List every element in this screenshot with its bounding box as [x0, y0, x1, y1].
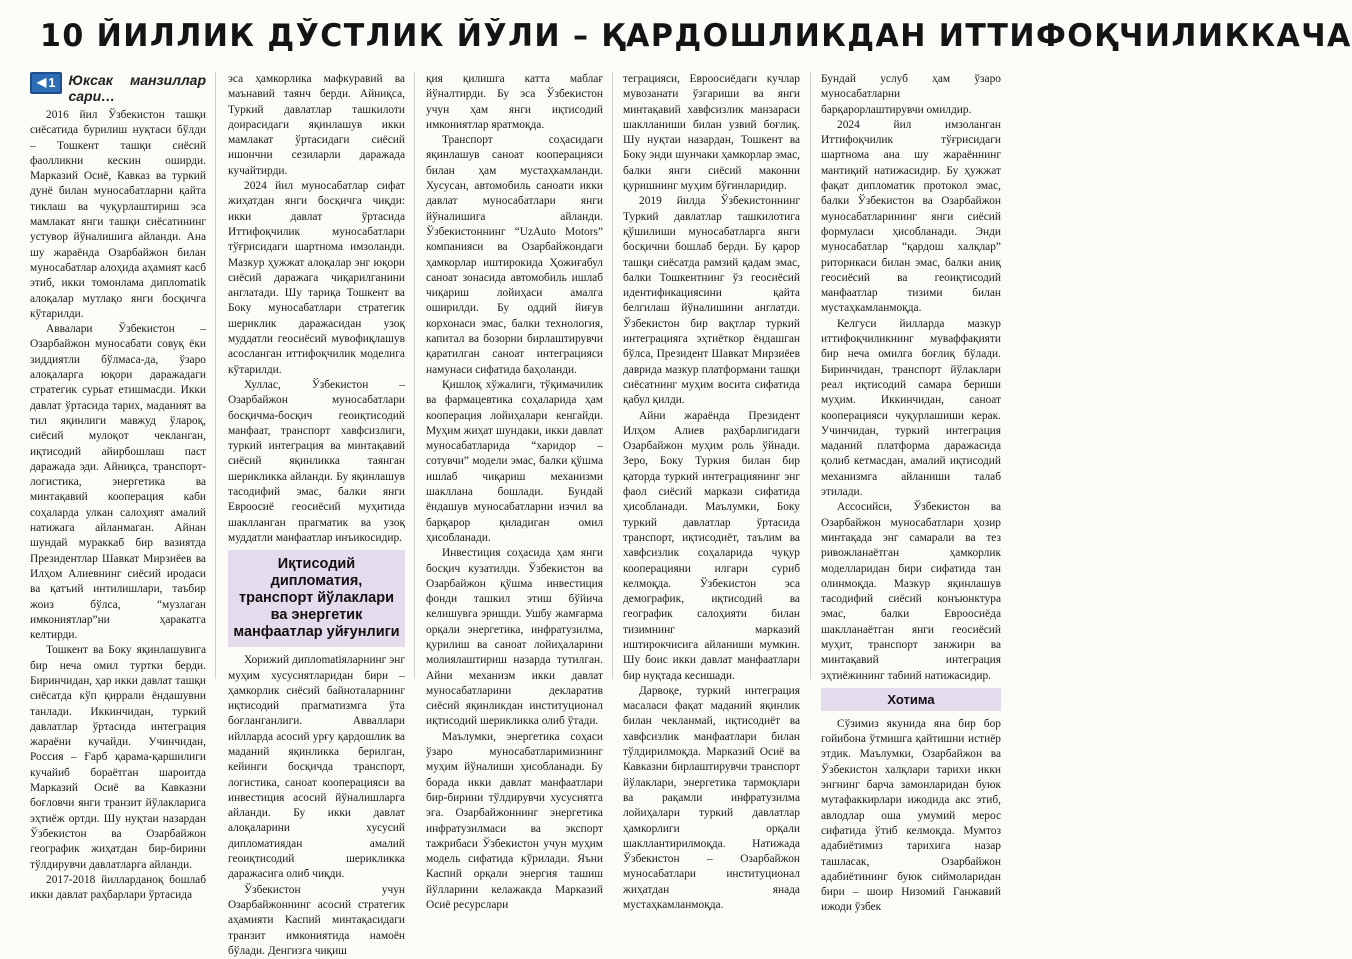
paragraph: 2019 йилда Ўзбекистоннинг Туркий давлатлар ташкилотига қўшилиши муносабатларга янги босқични бошлаб берди. Бу қарор ташқи сиёсатда рамзий қадам эмас, балки Тошкентнинг ўз геосиёсий идентификациясини қайта белгилаш йўналишини англатди. Ўзбекистон бир вақтлар туркий интеграцияга эҳтиёткор ёндашган бўлса, Президент Шавкат Мирзиёев даврида мазкур платформани ташқи сиёсатнинг муҳим восита сифатида қабул қилди.: [623, 195, 800, 407]
paragraph: Маълумки, энергетика соҳаси ўзаро муносабатларимизнинг муҳим йўналиши ҳисобланади. Бу борада икки давлат манфаатлари бир-бирини тўлдирувчи хусусиятга эга. Озарбайжоннинг энергетика инфратузилмаси ва экспорт тажрибаси Ўзбекистон учун муҳим модель сифатида кўрилади. Яъни Каспий орқали энергия ташиш йўлларини келажакда Марказий Осиё ресурслари: [426, 730, 603, 912]
paragraph: Келгуси йилларда мазкур иттифоқчиликнинг мувaффақияти бир неча омилга боғлиқ бўлади. Биринчидан, транспорт йўлаклари реал иқтисодий самара бериши муҳим. Иккинчидан, саноат кооперацияси чуқурлашиши керак. Учинчидан, туркий интеграция маданий платформа даражасида қолиб кетмасдан, амалий иқтисодий механизмга айланиши талаб этилади.: [821, 317, 1001, 499]
continued-page-number: 1: [48, 75, 56, 91]
paragraph: Инвестиция соҳасида ҳам янги босқич кузатилди. Ўзбекистон ва Озарбайжон қўшма инвестиция фонди ташкил этиш бўйича келишувга эришди. Ушбу жамғарма орқали энергетика, инфратузилма, қурилиш ва саноат лойиҳаларини молиялаштириш назарда тутилган. Айни механизм икки давлат муносабатларини декларатив сиёсий яқинликдан институционал иқтисодий шерикликка олиб ўтади.: [426, 547, 603, 728]
column-divider: [215, 72, 216, 679]
section-subheading: Иқтисодий дипломатия, транспорт йўлаклари ва энергетик манфаатлар уйғунлиги: [228, 550, 405, 647]
arrow-left-icon: ◀: [37, 75, 47, 90]
paragraph: 2016 йил Ўзбекистон ташқи сиёсатида бурилиш нуқтаси бўлди – Тошкент ташқи сиёсий фаолликни кескин оширди. Марказий Осиё, Кавказ ва туркий дунё билан муносабатларни қайта тиклаш ва чуқурлаштириш эса мамлакат янги ташқи сиёсатининг устувор йўналишига айланди. Ана шу жараёнда Озарбайжон билан муносабатлар алоҳида аҳамият касб этиб, икки томонлама диплomatik алоқалар мутлақо янги босқичга кўтарилди.: [30, 109, 206, 320]
continued-badge: [30, 72, 62, 94]
column-divider: [810, 72, 811, 679]
continued-header: [30, 72, 206, 104]
paragraph: Хуллас, Ўзбекистон – Озарбайжон муносабатлари босқичма-босқич геоиқтисодий манфаат, транспорт хавфсизлиги, туркий интеграция ва минтақавий сиёсий яқинликка таянган шерикликка айланди. Бу яқинлашув тасодифий эмас, балки янги Евроосиё геосиёсий муҳитида шаклланган прагматик ва узоқ муддатли манфаатлар инъикосидир.: [228, 378, 405, 544]
paragraph: қия қилишга катта маблағ йўналтирди. Бу эса Ўзбекистон учун ҳам янги иқтисодий имкониятлар яратмоқда.: [426, 73, 603, 131]
paragraph: теграцияси, Евроосиёдаги кучлар мувозанати ўзгариши ва янги минтақавий хавфсизлик манзараси шаклланиши билан узвий боғлиқ. Шу нуқтаи назардан, Тошкент ва Боку энди шунчаки ҳамкорлар эмас, балки янги сиёсий маконни қуришнинг муҳим бўғинларидир.: [623, 73, 800, 193]
continued-title: Юксак манзиллар сари…: [68, 72, 206, 104]
conclusion-heading: Хотима: [821, 688, 1001, 711]
column-divider: [414, 72, 415, 679]
paragraph: Дарвоқе, туркий интеграция масаласи фақат маданий яқинлик билан чекланмай, иқтисодиёт ва хавфсизлик манфаатлари билан тўлдирилмоқда. Марказий Осиё ва Кавказни бирлаштирувчи транспорт йўлаклари, энергетика тармоқлари ва рақамли инфратузилма лойиҳалари туркий давлатлар ҳамкорлиги орқали шакллантирилмоқда. Натижада Ўзбекистон – Озарбайжон муносабатлари институционал жиҳатдан янада мустаҳкамланмоқда.: [623, 684, 800, 912]
paragraph: Тошкент ва Боку яқинлашувига бир неча омил туртки берди. Биринчидан, ҳар икки давлат ташқи сиёсатда кўп қиррали ёндашувни танлади. Иккинчидан, туркий давлатлар ўртасида интеграция жараёни кучайди. Учинчидан, Россия – Ғарб қарама-қаршилиги кучайиб бораётган шароитда Марказий Осиё ва Кавказни боғловчи янги транзит йўлакларига эҳтиёж ортди. Шу нуқтаи назардан Ўзбекистон ва Озарбайжон географик жиҳатдан бир-бирини тўлдирувчи давлатларга айланди.: [30, 644, 206, 871]
paragraph: 2017-2018 йилларданоқ бошлаб икки давлат раҳбарлари ўртасида: [30, 873, 206, 902]
paragraph: эса ҳамкорлика мафкуравий ва маънавий таянч берди. Айниқса, Туркий давлатлар ташкилоти доирасидаги яқинлашув икки мамлакат ўртасидаги сиёсий ишончни сезиларли даражада кучайтирди.: [228, 73, 405, 177]
paragraph: Қишлоқ хўжалиги, тўқимачилик ва фармацевтика соҳаларида ҳам кооперация лойиҳалари кенгайди. Муҳим жиҳат шундаки, икки давлат муносабатларида “харидор – сотувчи” модели эмас, балки қўшма ишлаб чиқариш механизми шаклланa бошлади. Бундай ёндашув муносабатларни изчил ва барқарор қиладиган омил ҳисобланади.: [426, 378, 603, 544]
headline: 10 ЙИЛЛИК ДЎСТЛИК ЙЎЛИ – ҚАРДОШЛИКДАН ИТТИФОҚЧИЛИККАЧА: [40, 18, 1352, 54]
article-column-3: [426, 72, 603, 912]
article-column-1: [30, 72, 206, 902]
paragraph: Айни жараёнда Президент Илҳом Алиев раҳбарлигидаги Озарбайжон муҳим роль ўйнади. Зеро, Боку Туркия билан бир қаторда туркий интеграциянинг энг фаол сиёсий маркази сифатида ҳисобланади. Маълумки, Боку туркий давлатлар ўртасида транспорт, иқтисодиёт, таълим ва хавфсизлик соҳаларида чуқур кооперацияни илгари суриб келмоқда. Ўзбекистон эса демографик, иқтисодий ва географик салоҳияти билан тизимнинг марказий иштирокчисига айланиши мумкин. Шу боис икки давлат манфаатлари бир нуқтада кесишади.: [623, 409, 800, 682]
paragraph: Ўзбекистон учун Озарбайжоннинг асосий стратегик аҳамияти Каспий минтақасидаги транзит имкониятида намоён бўлади. Денгизга чиқиш: [228, 883, 405, 957]
paragraph: Бундай услуб ҳам ўзаро муносабатларни барқарорлаштирувчи омилдир.: [821, 73, 1001, 116]
paragraph: 2024 йил муносабатлар сифат жиҳатдан янги босқичга чиқди: икки давлат ўртасида Иттифоқчилик муносабатлари тўғрисидаги шартнома имзоланди. Мазкур ҳужжат алоқалар энг юқори сиёсий даражага чиқарилганини англатади. Шу тариқа Тошкент ва Боку муносабатлари стратегик шериклик даражасидан узоқ муддатли геосиёсий мувофиқлашув асосланган иттифоқчилик моделига кўтарилди.: [228, 180, 405, 376]
article-column-4: [623, 72, 800, 912]
article-column-5: [821, 72, 1001, 914]
paragraph: Аввалари Ўзбекистон – Озарбайжон муносабати совуқ ёки зиддиятли бўлмаса-да, ўзаро алоқаларга юқори даражадаги стратегик сурьат етишмасди. Икки давлат ўртасида тарих, маданият ва тил яқинлиги мавжуд ўлароқ, сиёсий мулоқот чекланган, иқтисодий айирбошлаш паст даражада эди. Айниқса, транспорт-логистика, энергетика ва минтақавий кооперация каби соҳаларда улкан салоҳият амалий натижага айланмаган. Айнан шундай мураккаб бир вазиятда Президентлар Шавкат Мирзиёев ва Илҳом Алиевнинг сиёсий иродаси ва қатъий интилишлари, таъбир жоиз бўлса, “музлаган имкониятлар”ни ҳаракатга келтирди.: [30, 323, 206, 642]
paragraph: 2024 йил имзоланган Иттифоқчилик тўғрисидаги шартнома ана шу жараённинг мантиқий натижасидир. Бу ҳужжат фақат дипломатик протокол эмас, балки Ўзбекистон ва Озарбайжон муносабатларининг янги сиёсий формуласи ҳисобланади. Энди муносабатлар “қардош халқлар” риторикаси билан эмас, балки аниқ геосиёсий ва геоиқтисодий манфаатлар тизими билан мустаҳкамланмоқда.: [821, 118, 1001, 315]
column-divider: [612, 72, 613, 679]
paragraph: Хорижий диплomatiяларнинг энг муҳим хусусиятларидан бири – ҳамкорлик сиёсий байноталарнинг иқтисодий прагматизмга ўта боғланганлиги. Авваллари ийлларда асосий урғу қардошлик ва маданий яқинликка берилган, кейинги босқичда транспорт, логистика, саноат кооперацияси ва инвестиция асосий йўналишларга айланди. Бу икки давлат алоқаларини хусусий дипломатиядан амалий геоиқтисодий шерикликка даражасига олиб чиқди.: [228, 654, 405, 881]
article-column-2: [228, 72, 405, 957]
paragraph: Сўзимиз якунида яна бир бор гойибона ўтмишга қайтишни истиёр этдик. Маълумки, Озарбайжон ва Ўзбекистон халқлари тарихи икки энгнинг барча замонларидан буюк мутафаккирлари ижодида акс этиб, авлодлар оша умумий мерос сифатида ўтиб келмоқда. Мумтоз адабиётимиз тарихига назар ташласак, Озарбайжон адабиётининг буюк сиймоларидан бири – шоир Низомий Ганжавий ижоди ўзбек: [821, 717, 1001, 914]
paragraph: Транспорт соҳасидаги яқинлашув саноат кооперацияси билан ҳам мустаҳкамланди. Хусусан, автомобиль саноати икки давлат муносабатлари янги йўналишига айланди. Ўзбекистоннинг “UzAuto Motors” компанияси ва Озарбайжондаги ҳамкорлар иштирокида Ҳожиғабул саноат зонасида автомобиль ишлаб чиқариш лойиҳаси амалга оширилди. Бу оддий йиғув корхонаси эмас, балки технология, капитал ва бозорни бирлаштирувчи қаратилган саноат интеграцияси намунаси сифатида баҳоланди.: [426, 134, 603, 376]
paragraph: Ассосийси, Ўзбекистон ва Озарбайжон муносабатлари ҳозир минтақада энг самарали ва тез ривожланаётган ҳамкорлик моделларидан бири сифатида тан олинмоқда. Мазкур яқинлашув тасодифий сиёсий конъюнктура эмас, балки Евроосиёда шаклланаётган янги геосиёсий муҳит, транспорт занжири ва минтақавий интеграция эҳтиёжининг табиий натижасидир.: [821, 501, 1001, 682]
